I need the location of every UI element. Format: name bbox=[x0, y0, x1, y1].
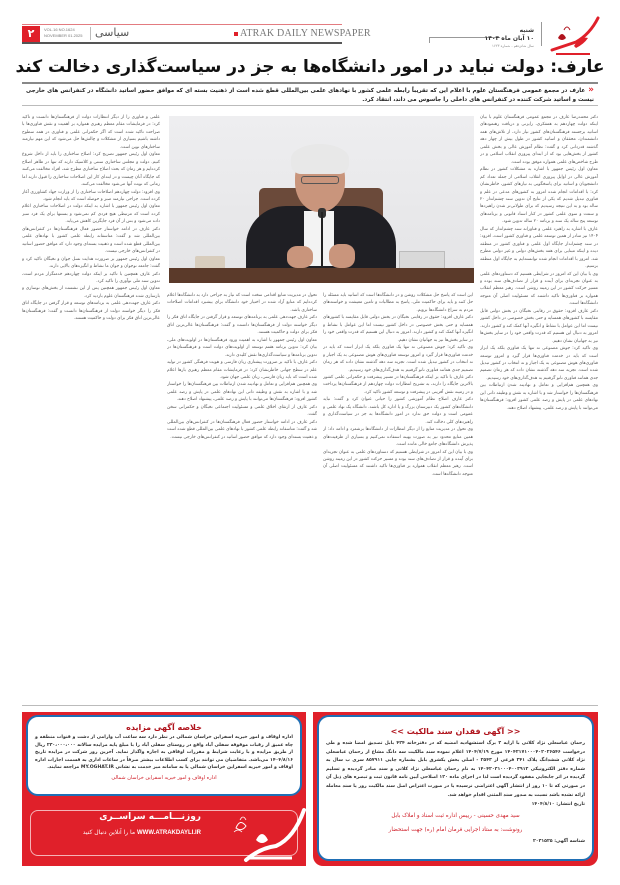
ad-title: << آگهی فقدان سند مالکیت >> bbox=[390, 727, 521, 736]
paragraph: دکتر عارف با تاکید بر ضرورت پیشتازی زبان فارسی و هویت فرهنگی کشور در تولید علم در سطح جهانی خاطرنشان کرد: در فرمایشات مقام معظم رهبری بارها اعلام شده است که باید زبان فارسی، زبان علمی جهان شود. bbox=[167, 360, 317, 380]
ad-signature: سید مهدی حسینی - رییس اداره ثبت اسناد و املاک بابل bbox=[391, 813, 520, 820]
masthead-bottom-rule bbox=[22, 42, 342, 44]
paper-name bbox=[234, 28, 371, 39]
article-column-2 bbox=[323, 292, 473, 702]
paragraph: دکتر عارف جهت‌دهی علمی به برنامه‌های توسعه و قرار گرفتن در جایگاه اتاق فکر را دیگر خواسته دولت از فرهنگستان‌ها دانست و گفت: فرهنگستان‌ها عالی‌ترین اتاق فکر برای دولت و حاکمیت هستند. bbox=[22, 301, 160, 322]
paragraph: دکتر عارف در ادامه خواستار حضور فعال فرهنگستان‌ها در کنفرانس‌های بین‌المللی شد و گفت: متاسفانه رابطه علمی کشور با نهادهای علمی بین‌المللی قطع شده است و ذهنیت بسته‌ای وجود دارد که موافق حضور اساتید در کنفرانس‌های خارجی نیست. bbox=[22, 226, 160, 255]
volume-number: VOL.16 NO.1624 bbox=[44, 27, 75, 32]
paragraph: علمی و فناوری را از دیگر انتظارات دولت از فرهنگستان‌ها دانست و تاکید کرد: در فرمایشات مقام معظم رهبری همواره بر اهمیت و نقش فناوری‌ها با صراحت تاکید شده است که اگر حکمرانی علمی و فناوری در همه سطوح داشته باشیم بسیاری از مشکلات و چالش‌ها حل می‌شود که این مهم نیازمند ساختارهای نوین است. bbox=[22, 115, 160, 150]
paragraph: دکتر عارف اصلاح نظام آموزشی کشور را حیاتی عنوان کرد و گفت: نباید دانشگاه‌های کشور یک دبیرستان بزرگ و یا اداره کل باشند. دانشگاه یک نهاد علمی و عمومی است و دولت حق ندارد در امور دانشگاه‌ها به جز در سیاست‌گذاری و راهبردهای کلی دخالت کند. bbox=[323, 397, 473, 425]
ad-publish-date: تاریخ انتشار: ۱۴۰۴/۸/۱۰ bbox=[531, 802, 585, 808]
ad-body: اداره اوقاف و امور خیریه اسفراین خراسان شمالی در نظر دارد سه ساعت آب وارامی از دشت و قنوات منطقه و چاه عمیق از رقبات موقوفه سفلی آباد واقع در روستای سفلی آباد را با مبلغ پایه مزایده سالانه ۲۳۰،۰۰۰،۰۰۰ ریال از طریق مزایده و با رعایت شرایط و مقررات اوقافی به اجاره واگذار نماید. آخرین روز شرکت در مزایده تاریخ ۱۴۰۴/۸/۱۶ می‌باشد. متقاضیان می توانند برای کسب اطلاعات بیشتر صرفاً در ساعات اداری به قسمت اجارات اداره اوقاف و امور خیریه اسفراین خراسان شمالی یا به سامانه میز خدمت به نشانی MY.OGHAT.IR مراجعه نمایند. bbox=[35, 735, 294, 771]
page-number-badge: ۲ bbox=[22, 26, 40, 42]
logo-divider bbox=[541, 22, 542, 46]
photo-speaker-left-hand bbox=[287, 246, 313, 268]
paragraph: دکتر عارف جهت‌دهی علمی به برنامه‌های توسعه و قرار گرفتن در جایگاه اتاق فکر را دیگر خواسته دولت از فرهنگستان‌ها دانست و گفت: فرهنگستان‌ها عالی‌ترین اتاق فکر برای دولت و حاکمیت هستند. bbox=[167, 315, 317, 336]
ad-id: شناسه آگهی: ۲۰۳۱۵۲۵ bbox=[532, 839, 585, 845]
article-photo[interactable] bbox=[169, 116, 474, 283]
paragraph: دکتر عارف افزود: حقوق در رقابتی نخبگان در بخش دولتی قابل مقایسه با کشورهای همسایه و حتی بخش خصوصی در داخل کشور نیست اما این عوامل با نشاط و انگیزه آنها کمک کند و کشور دارند. امروز به دنبال این هستیم که قدرت واقعی خود را در سایر بخش‌ها نیز به جهانیان نشان دهیم. bbox=[480, 308, 598, 344]
paragraph: معاون اول رئیس جمهور تصریح کرد: اصلاح ساختاری را باید از داخل شروع کنیم. دولت و مجلس ساختاری سنتی و کلاسیک دارند که تنها در ظاهر اصلاح کرده‌ایم و هر زمان که بحث اصلاح ساختاری مطرح شد، افراد مخالفت می‌کنند که جایگاه آنان چیست و در ابتدای کار این اصلاحات ساختاری را قبول دارند اما زمانی که نوبت آنها می‌شود مخالفت می‌کنند. bbox=[22, 152, 160, 188]
ad-copy-note: رونوشت: به ستاد اجرایی فرمان امام (ره) جهت استحضار bbox=[388, 827, 523, 834]
paragraph: دکتر عارف با تاکید بر اینکه فرهنگستان‌ها در مسیر پیشرفت و حکمرانی علمی کشور بالاترین جایگاه را دارند، به تشریح انتظارات دولت چهاردهم از فرهنگستان‌ها پرداخت و در زمینه نقش آفرینی در پیشرفت و توسعه کشور تاکید کرد. bbox=[323, 374, 473, 395]
paragraph: وی تاکید کرد: جوش مصنوعی نه تنها یک فناوری بلکه یک ابزار است که باید در خدمت فناوری‌ها قرار گیرد و امروز توسعه فناوری‌های هوش مصنوعی به یک اجبار و نه انتخاب در کشور تبدیل شده است. تجربه سه دهه گذشته نشان داده که هر زمان تصمیم جدی همانند فناوری نانو گرفتیم به هدف‌گذاری‌های خود رسیدیم. bbox=[480, 346, 598, 381]
paragraph: معاون اول رئیس جمهور با اشاره به اینکه دولت در اصلاحات ساختاری اعلام کرده است که مرتبطی هیچ فردی کم نمی‌شود و بستنها برای یک فرد سبز داده می‌شود و بس از آن فرد جایگزین کاهش می‌یابد. bbox=[22, 204, 160, 225]
atrak-logo-icon[interactable] bbox=[546, 16, 600, 56]
photo-speaker-glasses bbox=[301, 176, 339, 184]
date-rule-tick bbox=[429, 37, 430, 43]
article-column-3 bbox=[167, 292, 317, 702]
paragraph: این است که پاسخ حل مشکلات روشن و در دانشگاه‌ها است که اساتید باید مسئله را حل کنند و باید برای حاکمیت ملی، پاسخ به مطالبات و تامین معیشت و خواسته‌های مردم به سراغ دانشگاه‌ها برویم. bbox=[323, 293, 473, 313]
promo-cta: ما را آنلاین دنبال کنید bbox=[82, 829, 136, 836]
paragraph: معاون اول رئیس جمهور با اشاره به اهمیت ورود فرهنگستان‌ها در اولویت‌های ملی، بیان کرد: تدوین برنامه هفتم توسعه از اولویت‌های دولت است و فرهنگستان‌ها در تدوین برنامه‌ها و سیاست‌گذاری‌ها نقش کلیدی دارند. bbox=[167, 337, 317, 358]
masthead-top-rule bbox=[22, 24, 342, 25]
paragraph: تحول در مدیریت منابع اقدامی سخت است که نیاز به جراحی دارد به دانشگاه‌ها اعلام کرده‌ایم که منابع آزاد شده در اختیار خود دانشگاه برای بیشبرد اقدامات اصلاحات ساختاری باشد. bbox=[167, 293, 317, 313]
section-name: سیاسی bbox=[95, 26, 130, 39]
ad-title: خلاصه آگهی مزایده bbox=[126, 723, 202, 732]
headline: عارف: دولت نباید در امور دانشگاه‌ها به جز در سیاست‌گذاری دخالت کند bbox=[15, 57, 605, 77]
paragraph: عارف با اشاره به راهبرد علمی و فناورانه سند چشم‌انداز که سال ۱۴۰۴ نیز منادر از همین توسعه علمی و فناوری کشور است، افزود: در سند چشم‌انداز جایگاه اول علمی و فناوری کشور در منطقه دیده و اینکه مبنایی برای همه بخش‌های دولتی و غیر دولتی مطرح شد. امروز با اقدامات انجام شده توانسته‌ایم به جایگاه اول منطقه برسیم. bbox=[480, 226, 598, 270]
paragraph: دکتر محمدرضا عارف در مجمع عمومی فرهنگستان علوم با بیان اینکه دولت چهاردهم به همفکری، رایزنی و دریافت رهنمودهای اساتید برجسته فرهنگستان‌های کشور نیاز دارد، از تلاش‌های همه دانشمندان، محققان و اساتید کشور در طول بیش از چهار دهه گذشته قدردانی کرد و گفت: نظام آموزش عالی و بخش علمی کشور از بخش‌هایی بود که از ابتدای پیروزی انقلاب اسلامی و در طرح شاخص‌های علمی همواره موفق بوده است. bbox=[480, 115, 598, 165]
ads-divider bbox=[22, 705, 598, 706]
lead-bottom-rule bbox=[22, 105, 598, 106]
masthead bbox=[22, 22, 600, 56]
paragraph: وی تاکید کرد: جوش مصنوعی نه تنها یک فناوری بلکه یک ابزار است که باید در خدمت فناوری‌ها قرار گیرد و امروز توسعه فناوری‌های هوش مصنوعی به یک اجبار و نه انتخاب در کشور تبدیل شده است. تجربه سه دهه گذشته نشان داده که هر زمان تصمیم جدی همانند فناوری نانو گرفتیم به هدف‌گذاری‌های خود رسیدیم. bbox=[323, 345, 473, 373]
article-column-1 bbox=[480, 114, 598, 702]
paragraph: معاون اول رئیس جمهور بر ضرورت هدایت نسل جوان و نخبگان تاکید کرد و گفت: جامعه نوجوان و جوان ما نشاط و انگیزه‌های بالایی دارند. bbox=[22, 256, 160, 270]
atrak-logo-icon bbox=[226, 802, 306, 866]
promo-subtitle bbox=[83, 829, 201, 836]
promo-url[interactable]: WWW.ATRAKDAYLI.IR bbox=[137, 830, 201, 836]
paragraph: معاون اول رئیس جمهور همچنین پس از این نشست از بخش‌های نوسازی و بازسازی شده فرهنگستان علوم بازدید کرد. bbox=[22, 286, 160, 299]
ad-body: رحمان عباسعلی نژاد کلانی با ارایه ۲ برگ استشهادیه امضیه که در دفترخانه ۴۲۴ بابل تصدیق امضا شده و طی درخواست ۱۴۰۴۲۱۷۱۰۰۰۴۰۲۰۲۶۵۴۶ مورخ ۱۴۰۴/۷/۱۹ اعلام نموده سند مالکیت سه دانگ مشاع از رحمان عباسعلی نژاد کلانی ششدانگ پلاک ۲۴۱ فرعی از ۲۵۴۳ - اصلی بخش یکشرق بابل بشماره چاپی ۸۵۷۹۱۱ سری ب سال به شماره دفتر الکترونیکی ۱۴۰۴۲۰۳۱۰۰۰۴۰۰۳۹۱۲ به نام رحمان عباسعلی نژاد کلانی و سند صادر گردیده و تسلیم گردیده در اثر جابجایی مفقود گردیده است لذا در اجرای ماده ۱۲۰ اصلاحی آیین نامه قانون ثبت و تبصره های ذیل آن در صورتی که تا ۱۰ روز از انتشار آگهی اعتراضی نرسیده یا در صورت اعتراض اصل سند مالکیت روز یا سند معامله ارائه نشده باشد نسبت به صدور سند المثنی اقدام خواهد شد. bbox=[326, 741, 585, 798]
date-persian: ۱۰ آبان ماه ۱۴۰۴ bbox=[484, 35, 534, 42]
lead-text: عارف در مجمع عمومی فرهنگستان علوم با اعلام این که تقریباً رابطه علمی کشور با نهادهای علمی بین‌المللی قطع شده است از ذهنیت بسته ای که موافق حضور اساتید دانشگاه در کنفرانس های خارجی نیست و اساتید شرکت کننده در کنفرانس های داخلی را جاسوس می داند، انتقاد کرد. bbox=[26, 88, 594, 103]
lead-top-rule bbox=[22, 82, 598, 84]
paragraph: دکتر عارف همچنین با تاکید بر اینکه دولت چهاردهم خدمتگزار مردم است، تدوین سند ملی نوآوری را تاکید کرد. bbox=[22, 271, 160, 284]
date-block bbox=[485, 27, 534, 49]
volume-info bbox=[44, 27, 82, 38]
paragraph: وی با بیان این که امروز در شرایطی هستیم که دستاوردهای علمی به عنوان تجربه‌ای برای آینده و قرار از تصادف‌های سند بوده و مسیر حرکت کشور در این زمینه روشن است. رهبر معظم انقلاب همواره بر فناوری‌ها تاکید داشتند که مسئولیت اصلی آن متوجه دانشگاه‌ها است. bbox=[323, 449, 473, 477]
property-deed-loss-ad bbox=[317, 715, 594, 861]
section-divider bbox=[90, 27, 91, 40]
photo-speaker-right-hand bbox=[329, 244, 355, 268]
paragraph: معاون اول رئیس جمهور با اشاره به مشکلات کشور در نظام آموزش عالی در اوایل پیروزی انقلاب اسلامی از جمله تعداد کم دانشجویان و اساتید برای پاسخگویی به نیازهای کشور، خاطرنشان کرد: با اقدامات انجام شده امروز به کشورهای مدعی در علم و فناوری تبدیل شدیم که یکی از نتایج آن تدوین سند چشم‌انداز ۲۰ ساله بود و به این نتیجه رسیدیم که برای طولانی‌تر شدن راهبردها و سمت و سوی علمی کشور در کنار اسناد قانونی و برنامه‌های توسعه پنج ساله یک سند و برنامه ۲۰ ساله تدوین شود. bbox=[480, 167, 598, 225]
paragraph: دکتر عارف از ارتقای اخلاق علمی و مسئولیت اجتماعی نخبگان و حکمرانی سخن گفت. bbox=[167, 404, 317, 418]
weekday: شنبه bbox=[519, 27, 534, 34]
photo-desk bbox=[169, 268, 474, 283]
red-square-icon bbox=[234, 32, 238, 36]
article-column-4 bbox=[22, 114, 160, 702]
microphone-stand bbox=[321, 212, 323, 272]
paragraph: وی تحول در مدیریت منابع را از دیگر انتظارات از دانشگاه‌ها برشمرد و ادامه داد: از همین منابع محدود نیز به صورت بهینه استفاده نمی‌کنیم و بسیاری از ظرفیت‌های پذیرش دانشگاه‌های جامع خالی مانده است. bbox=[323, 427, 473, 448]
double-chevron-icon: « bbox=[588, 85, 594, 95]
paragraph: وی افزود: دولت چهاردهم اصلاحات ساختاری را از وزارت جهاد کشاورزی آغاز کرده است. جراحی نیازمند صبر و حوصله است که باید انجام شود. bbox=[22, 189, 160, 202]
promo-title: روزنـــامـــه سراســری bbox=[99, 812, 201, 822]
paragraph: وی همچنین هم‌افزایی و تعامل و نهادینه شدن ارتباطات بین فرهنگستان‌ها را خواستار شد و با اشاره به نقش و وظیفه ذاتی این نهادهای علمی در پایش و رصد علمی کشور افزود: فرهنگستان‌ها می‌توانند با پایش و رصد علمی، پیشنهاد اصلاح دهند. bbox=[480, 383, 598, 411]
lead-paragraph bbox=[26, 86, 594, 104]
website-promo-banner[interactable] bbox=[22, 802, 306, 866]
photo-speaker-hair bbox=[291, 144, 349, 174]
paragraph: دکتر عارف در ادامه خواستار حضور فعال فرهنگستان‌ها در کنفرانس‌های بین‌المللی شد و گفت: متاسفانه رابطه علمی کشور با نهادهای علمی بین‌المللی قطع شده است و ذهنیت بسته‌ای وجود دارد که موافق حضور اساتید در کنفرانس‌های خارجی نیست. bbox=[167, 419, 317, 440]
paper-name-text: ATRAK DAILY NEWSPAPER bbox=[240, 28, 371, 39]
ad-signature: اداره اوقاف و امور خیریه اسفراین خراسان شمالی bbox=[111, 774, 217, 781]
paragraph: وی با بیان این که امروز در شرایطی هستیم که دستاوردهای علمی به عنوان تجربه‌ای برای آینده و قرار از تصادف‌های سند بوده و مسیر حرکت کشور در این زمینه روشن است. رهبر معظم انقلاب همواره بر فناوری‌ها تاکید داشتند که مسئولیت اصلی آن متوجه دانشگاه‌ها است. bbox=[480, 271, 598, 307]
date-english: NOVEMBER 01.2025 bbox=[44, 32, 83, 38]
paragraph: وی همچنین هم‌افزایی و تعامل و نهادینه شدن ارتباطات بین فرهنگستان‌ها را خواستار شد و با اشاره به نقش و وظیفه ذاتی این نهادهای علمی در پایش و رصد علمی کشور افزود: فرهنگستان‌ها می‌توانند با پایش و رصد علمی، پیشنهاد اصلاح دهند. bbox=[167, 382, 317, 403]
paragraph: دکتر عارف افزود: حقوق در رقابتی نخبگان در بخش دولتی قابل مقایسه با کشورهای همسایه و حتی بخش خصوصی در داخل کشور نیست اما این عوامل با نشاط و انگیزه آنها کمک کند و کشور دارند. امروز به دنبال این هستیم که قدرت واقعی خود را در سایر بخش‌ها نیز به جهانیان نشان دهیم. bbox=[323, 315, 473, 343]
auction-ad bbox=[26, 715, 302, 796]
issue-number: سال شانزدهم - شماره ۱۶۲۳ bbox=[492, 44, 534, 48]
